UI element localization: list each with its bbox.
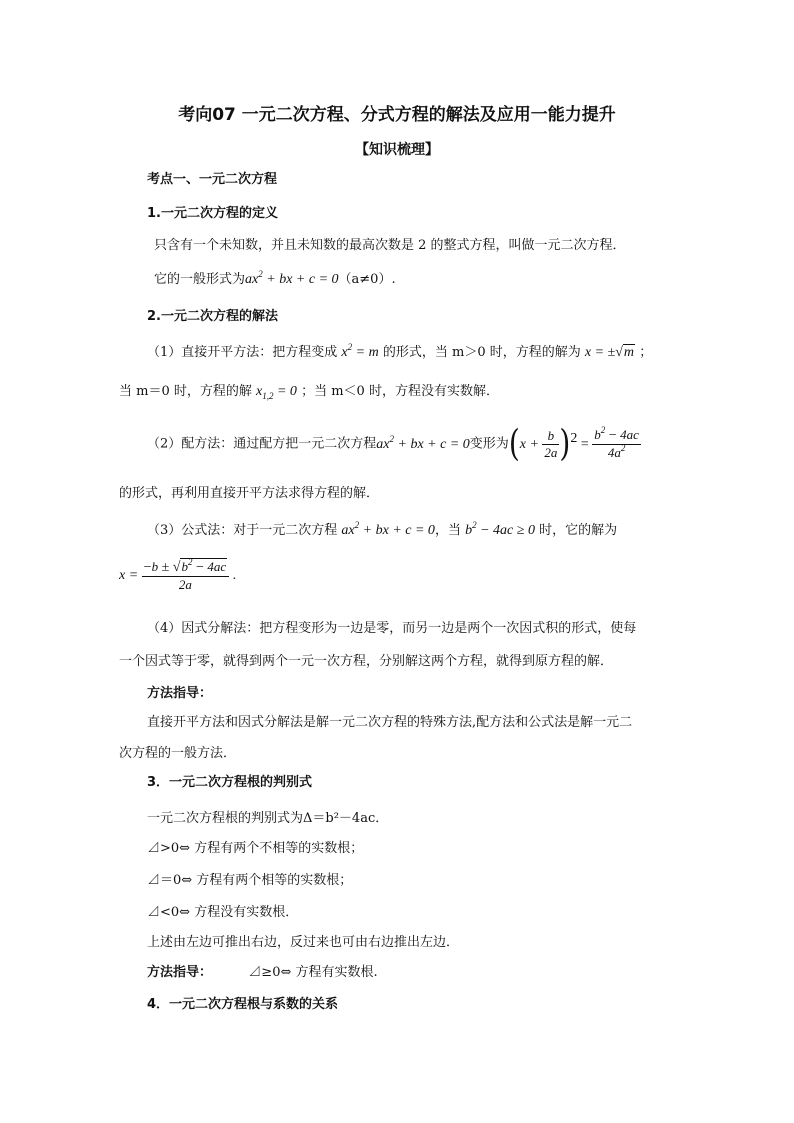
- method-1-formula-a: $x^2 = m$: [341, 342, 379, 360]
- method-2-line-2: 的形式，再利用直接开平方法求得方程的解．: [119, 486, 380, 501]
- method-1-text-c: ；: [639, 345, 653, 360]
- method-guide-line-2: 次方程的一般方法．: [119, 746, 237, 761]
- section-subtitle: 【知识梳理】: [355, 142, 439, 158]
- method-2-text-b: 变形为: [469, 436, 509, 452]
- heading-root-coefficient: 4．一元二次方程根与系数的关系: [147, 997, 339, 1012]
- discriminant-positive: ⊿>0⇔ 方程有两个不相等的实数根；: [147, 841, 364, 856]
- discriminant-zero: ⊿＝0⇔ 方程有两个相等的实数根；: [147, 873, 353, 888]
- method-4-line-1: （4）因式分解法：把方程变形为一边是零，而另一边是两个一次因式积的形式，使每: [147, 621, 637, 636]
- method-3-formula-a: $ax^2$ + bx + c = 0: [341, 520, 435, 538]
- page-title: 考向07 一元二次方程、分式方程的解法及应用一能力提升: [178, 105, 616, 125]
- method-1-text-e: ；当 m＜0 时，方程没有实数解．: [301, 384, 499, 399]
- discriminant-guide-line: [147, 964, 378, 982]
- heading-discriminant: 3．一元二次方程根的判别式: [147, 775, 313, 790]
- general-form-line: [154, 271, 396, 289]
- general-form-suffix: （a≠0）.: [338, 272, 396, 287]
- method-guide-line-1: 直接开平方法和因式分解法是解一元二次方程的特殊方法,配方法和公式法是解一元二: [147, 715, 633, 730]
- definition-text: 只含有一个未知数，并且未知数的最高次数是 2 的整式方程，叫做一元二次方程．: [154, 238, 626, 253]
- discriminant-definition: 一元二次方程根的判别式为Δ＝b²－4ac．: [147, 811, 389, 826]
- method-1-formula-b: x = ±√m: [584, 345, 635, 360]
- method-3-line-1: [147, 522, 617, 540]
- discriminant-guide-label: 方法指导：: [147, 965, 213, 980]
- method-2-formula-a: $ax^2$ + bx + c = 0: [376, 433, 470, 452]
- quadratic-formula: x = $\frac{-b \pm √b^2 - 4ac}{2a}$ .: [119, 556, 237, 592]
- method-1-line-1: [147, 344, 652, 362]
- discriminant-note: 上述由左边可推出右边，反过来也可由右边推出左边．: [147, 935, 460, 950]
- method-2-formula-b: (x + $\frac{b}{2a}$ )$^2$ = $\frac{b^2 - 4ac}{4a^2}$: [508, 421, 639, 465]
- general-form-prefix: 它的一般形式为: [154, 272, 246, 287]
- method-3-formula-b: $b^2 - 4ac \ge 0$: [465, 520, 535, 538]
- discriminant-guide-text: ⊿≥0⇔ 方程有实数根.: [248, 965, 378, 980]
- method-3-text-a: （3）公式法：对于一元二次方程: [147, 523, 338, 538]
- method-1-formula-c: $x_{1,2} = 0$: [256, 384, 297, 401]
- method-1-line-2: [119, 383, 499, 401]
- method-3-text-c: 时，它的解为: [539, 523, 618, 538]
- method-guide-label: 方法指导：: [147, 686, 213, 701]
- method-2-text-a: （2）配方法：通过配方把一元二次方程: [147, 436, 377, 452]
- heading-topic-1: 考点一、一元二次方程: [147, 172, 278, 187]
- heading-methods: 2.一元二次方程的解法: [147, 309, 278, 324]
- method-2-line-1: [147, 421, 641, 465]
- method-1-text-a: （1）直接开平方法：把方程变成: [147, 345, 338, 360]
- heading-definition: 1.一元二次方程的定义: [147, 206, 278, 221]
- method-3-text-b: ，当: [434, 523, 461, 538]
- method-1-text-d: 当 m＝0 时，方程的解: [119, 384, 252, 399]
- method-1-text-b: 的形式，当 m＞0 时，方程的解为: [382, 345, 581, 360]
- general-form-formula: $ax^2$ + bx + c = 0: [245, 269, 339, 287]
- method-4-line-2: 一个因式等于零，就得到两个一元一次方程，分别解这两个方程，就得到原方程的解．: [119, 654, 614, 669]
- discriminant-negative: ⊿<0⇔ 方程没有实数根．: [147, 905, 299, 920]
